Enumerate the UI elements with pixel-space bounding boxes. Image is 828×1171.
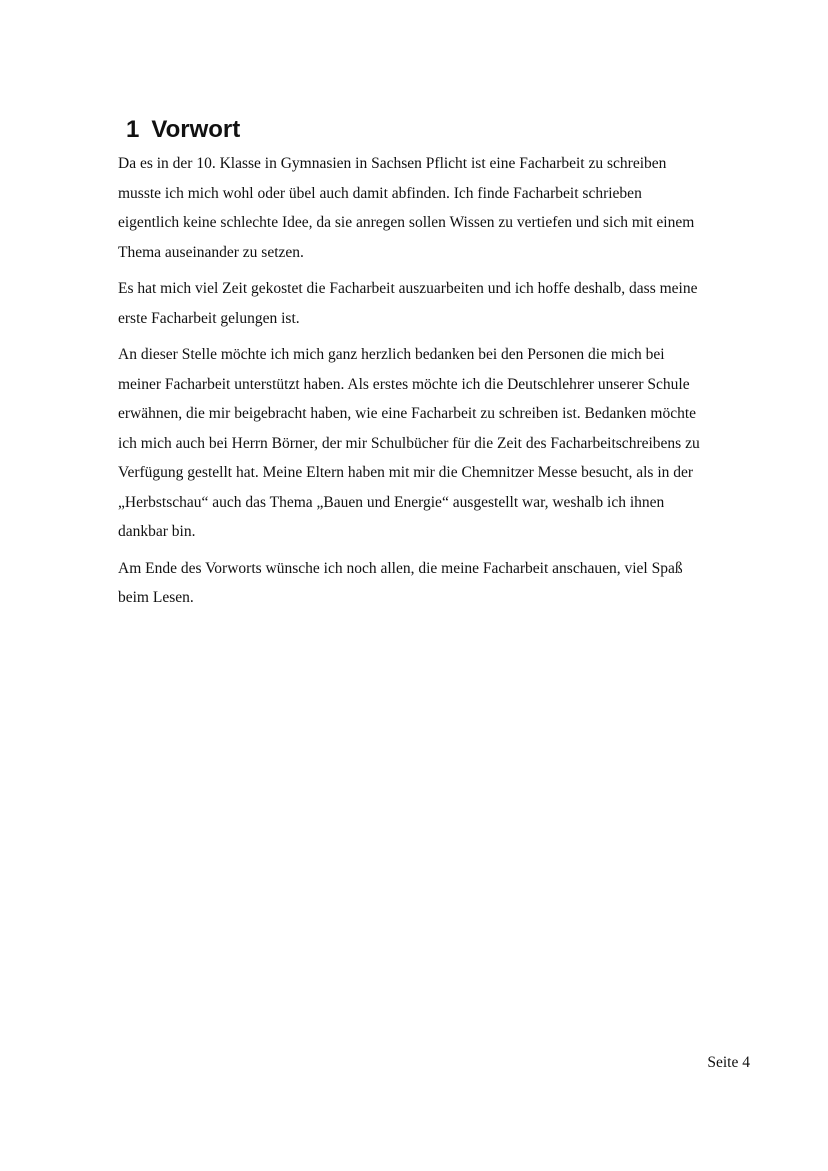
- paragraph: [118, 149, 758, 267]
- text-line: beim Lesen.: [118, 589, 194, 606]
- text-line: An dieser Stelle möchte ich mich ganz herzlich bedanken bei den Personen die mich bei: [118, 346, 665, 363]
- text-line: meiner Facharbeit unterstützt haben. Als erstes möchte ich die Deutschlehrer unserer Schule: [118, 375, 690, 393]
- text-line: ich mich auch bei Herrn Börner, der mir Schulbücher für die Zeit des Facharbeitschreibens zu: [118, 434, 700, 452]
- section-title: Vorwort: [151, 116, 241, 143]
- text-line: musste ich mich wohl oder übel auch damit abfinden. Ich finde Facharbeit schrieben: [118, 184, 642, 202]
- text-line: Am Ende des Vorworts wünsche ich noch allen, die meine Facharbeit anschauen, viel Spaß: [118, 559, 683, 577]
- text-line: Thema auseinander zu setzen.: [118, 243, 304, 261]
- section-number: 1: [126, 116, 140, 143]
- paragraph: [118, 554, 758, 613]
- text-line: eigentlich keine schlechte Idee, da sie anregen sollen Wissen zu vertiefen und sich mit einem: [118, 214, 695, 231]
- paragraph: [118, 340, 758, 547]
- text-line: Es hat mich viel Zeit gekostet die Facharbeit auszuarbeiten und ich hoffe deshalb, dass meine: [118, 280, 698, 297]
- text-line: erste Facharbeit gelungen ist.: [118, 309, 300, 327]
- body-text: [118, 149, 758, 620]
- text-line: dankbar bin.: [118, 523, 196, 540]
- section-heading: [126, 112, 240, 148]
- text-line: erwähnen, die mir beigebracht haben, wie eine Facharbeit zu schreiben ist. Bedanken möchte: [118, 405, 697, 422]
- text-line: „Herbstschau“ auch das Thema „Bauen und Energie“ ausgestellt war, weshalb ich ihnen: [118, 493, 665, 511]
- text-line: Da es in der 10. Klasse in Gymnasien in Sachsen Pflicht ist eine Facharbeit zu schreiben: [118, 155, 667, 172]
- text-line: Verfügung gestellt hat. Meine Eltern haben mit mir die Chemnitzer Messe besucht, als in der: [118, 464, 694, 481]
- paragraph: [118, 274, 758, 333]
- page-number: Seite 4: [707, 1054, 750, 1071]
